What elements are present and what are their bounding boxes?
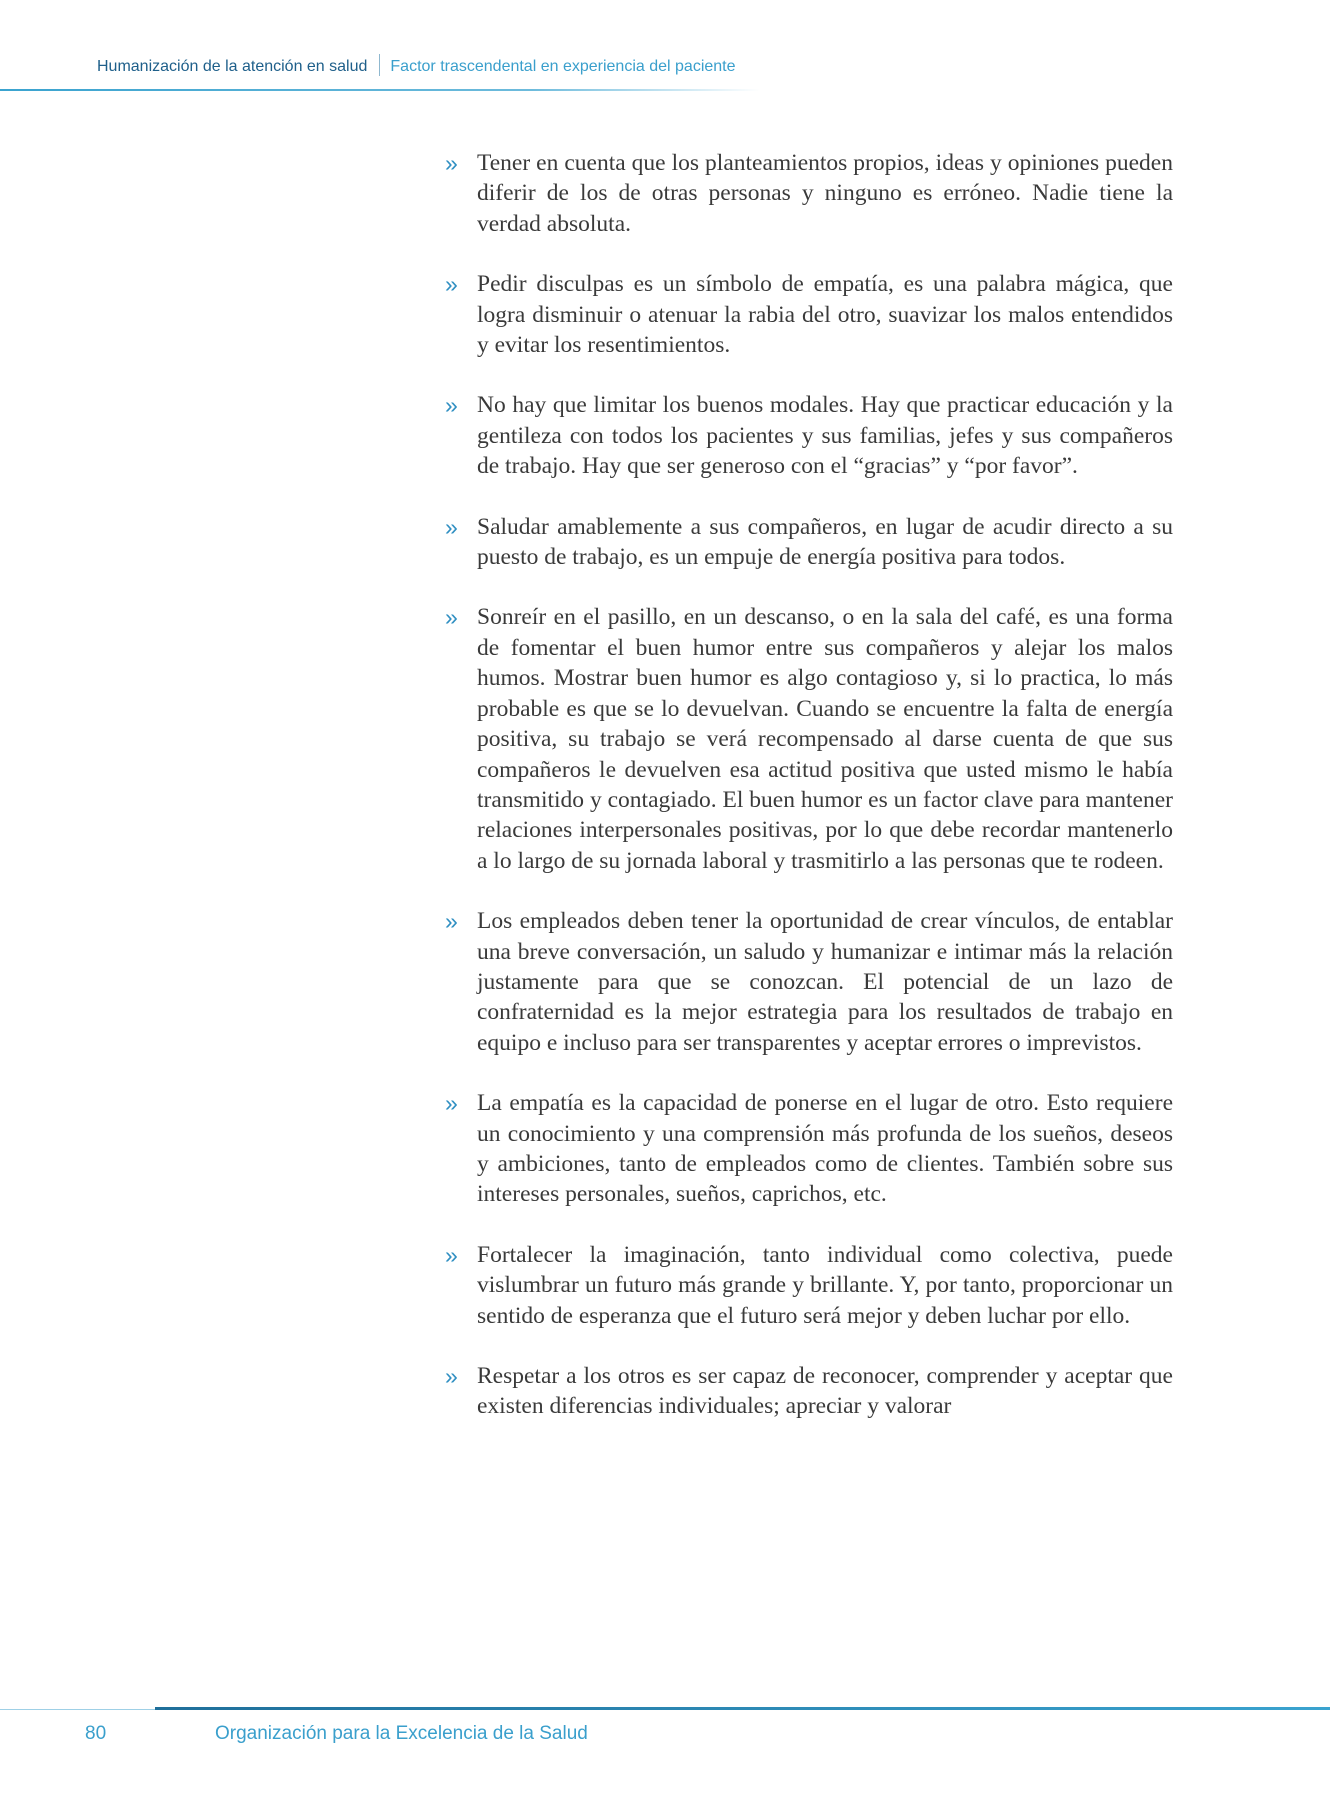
bullet-marker: » [445,908,458,935]
bullet-marker: » [445,604,458,631]
bullet-marker: » [445,271,458,298]
footer-organization: Organización para la Excelencia de la Salud [215,1723,588,1744]
bullet-text: La empatía es la capacidad de ponerse en el lugar de otro. Esto requiere un conocimiento y una comprensión más profunda de los sueños, deseos y ambiciones, tanto de empleados como de clientes. También sobre sus intereses personales, sueños, caprichos, etc. [477,1090,1173,1208]
bullet-text: Saludar amablemente a sus compañeros, en lugar de acudir directo a su puesto de trabajo, es un empuje de energía positiva para todos. [477,513,1173,571]
bullet-marker: » [445,1241,458,1268]
header-rule [0,89,760,91]
header-chapter-title: Factor trascendental en experiencia del paciente [390,58,736,76]
header-separator [379,54,380,76]
bullet-item-6 [445,906,1173,1058]
bullet-text: Respetar a los otros es ser capaz de reconocer, comprender y aceptar que existen diferencias individuales; apreciar y valorar [477,1363,1173,1420]
bullet-item-1 [445,148,1173,239]
running-header [97,56,736,78]
page-header [0,0,1330,92]
bullet-item-7 [445,1088,1173,1210]
footer-rule-right [155,1707,1330,1710]
footer-rule-left [0,1709,155,1710]
bullet-text: Tener en cuenta que los planteamientos propios, ideas y opiniones pueden diferir de los de otras personas y ninguno es erróneo. Nadie tiene la verdad absoluta. [477,150,1173,237]
header-book-title: Humanización de la atención en salud [97,58,368,76]
bullet-marker: » [445,1363,458,1389]
bullet-item-3 [445,390,1173,481]
bullet-text: No hay que limitar los buenos modales. Hay que practicar educación y la gentileza con todos los pacientes y sus familias, jefes y sus compañeros de trabajo. Hay que ser generoso con el “gracias” y “por favor”. [477,392,1173,480]
bullet-text: Fortalecer la imaginación, tanto individual como colectiva, puede vislumbrar un futuro más grande y brillante. Y, por tanto, proporcionar un sentido de esperanza que el futuro será mejor y deben luchar por ello. [477,1241,1173,1329]
bullet-text: Sonreír en el pasillo, en un descanso, o en la sala del café, es una forma de fomentar el buen humor entre sus compañeros y alejar los malos humos. Mostrar buen humor es algo contagioso y, si lo practica, lo más probable es que se lo devuelvan. Cuando se encuentre la falta de energía positiva, su trabajo se verá recompensado al darse cuenta de que sus compañeros le devuelven esa actitud positiva que usted mismo le había transmitido y contagiado. El buen humor es un factor clave para mantener relaciones interpersonales positivas, por lo que debe recordar mantenerlo a lo largo de su jornada laboral y trasmitirlo a las personas que te rodeen. [477,604,1173,874]
bullet-item-5 [445,602,1173,876]
bullet-marker: » [445,1090,458,1117]
bullet-item-4 [445,512,1173,573]
bullet-item-2 [445,269,1173,360]
bullet-item-8 [445,1240,1173,1331]
bullet-text: Los empleados deben tener la oportunidad de crear vínculos, de entablar una breve conversación, un saludo y humanizar e intimar más la relación justamente para que se conozcan. El potencial de un lazo de confraternidad es la mejor estrategia para los resultados de trabajo en equipo e incluso para ser transparentes y aceptar errores o imprevistos. [477,908,1173,1056]
bullet-marker: » [445,513,458,540]
bullet-list [445,148,1173,1452]
bullet-text: Pedir disculpas es un símbolo de empatía, es una palabra mágica, que logra disminuir o atenuar la rabia del otro, suavizar los malos entendidos y evitar los resentimientos. [477,271,1173,359]
bullet-marker: » [445,392,458,419]
bullet-marker: » [445,150,458,176]
bullet-item-9 [445,1361,1173,1422]
page-number: 80 [85,1723,107,1744]
